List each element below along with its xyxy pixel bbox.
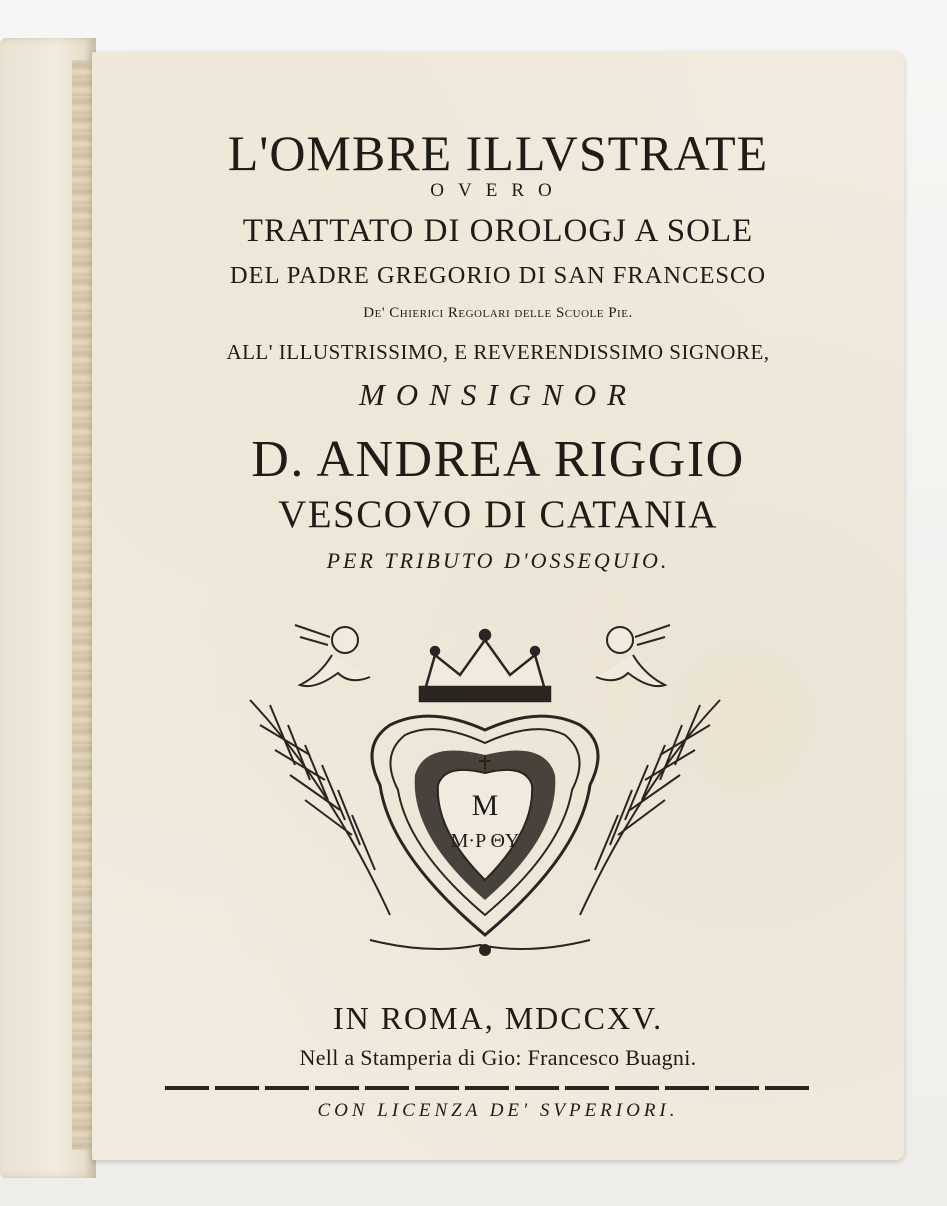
divider-rule	[165, 1086, 815, 1090]
author-line: DEL PADRE GREGORIO DI SAN FRANCESCO	[229, 262, 767, 289]
imprint-place-date: IN ROMA, MDCCXV.	[332, 1000, 664, 1036]
palm-frond-right-icon	[580, 700, 720, 915]
imprint-printer: Nell a Stamperia di Gio: Francesco Buagni.	[299, 1045, 697, 1070]
heart-emblem-icon	[415, 751, 556, 901]
author-order: De' Chierici Regolari delle Scuole Pie.	[363, 305, 633, 321]
book-spine-stitching	[72, 60, 94, 1150]
subtitle: TRATTATO DI OROLOGJ A SOLE	[242, 213, 754, 249]
coat-of-arms-ornament	[240, 615, 730, 965]
monogram-legend: M·P ΘY	[450, 830, 520, 852]
dedication-intro: ALL' ILLUSTRISSIMO, E REVERENDISSIMO SIGNORE,	[226, 340, 770, 364]
license-line: CON LICENZA DE' SVPERIORI.	[317, 1100, 679, 1121]
title-conjunction: OVERO	[430, 180, 566, 201]
book-title: L'OMBRE ILLVSTRATE	[227, 125, 769, 181]
cherub-right-icon	[596, 625, 670, 686]
monogram-text: M	[471, 789, 499, 822]
dedicatee-title: VESCOVO DI CATANIA	[278, 493, 718, 536]
dedication-purpose: PER TRIBUTO D'OSSEQUIO.	[326, 548, 670, 573]
dedicatee-honorific: MONSIGNOR	[358, 377, 638, 412]
bottom-flourish-icon	[370, 940, 590, 955]
dedicatee-name: D. ANDREA RIGGIO	[251, 431, 745, 488]
crown-icon	[420, 630, 550, 701]
palm-frond-left-icon	[250, 700, 390, 915]
cherub-left-icon	[295, 625, 370, 686]
